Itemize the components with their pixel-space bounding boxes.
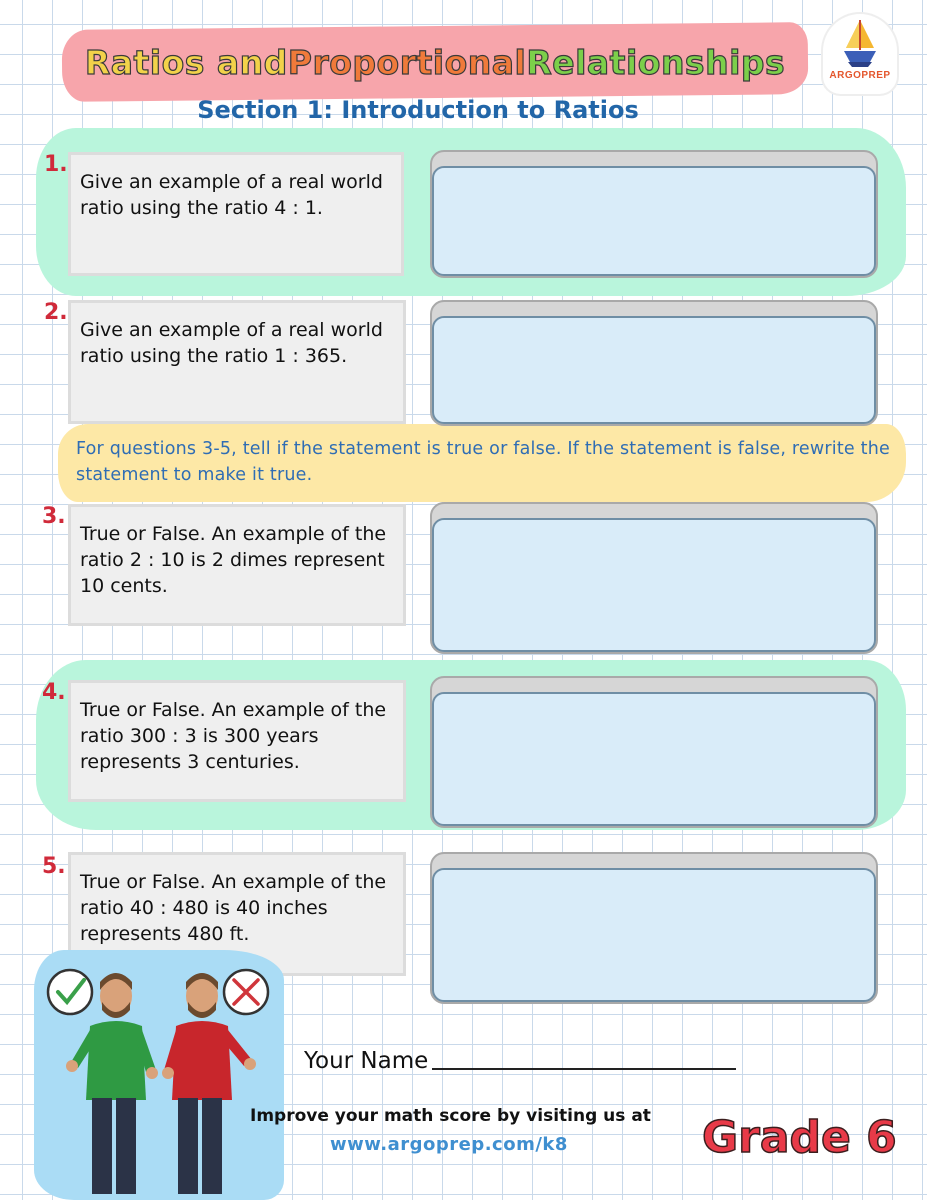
question-number-3: 3. [42,504,66,529]
argoprep-logo[interactable] [822,14,898,98]
cross-icon [224,970,268,1014]
answer-field-4[interactable] [432,692,876,826]
question-number-1: 1. [44,152,68,177]
answer-box-3[interactable] [430,502,878,654]
answer-box-4[interactable] [430,676,878,828]
promo-link[interactable]: www.argoprep.com/k8 [330,1134,568,1155]
question-card-1 [68,152,404,276]
title-part-2: Proportional [287,42,527,82]
question-card-3 [68,504,406,626]
question-card-2 [68,300,406,424]
title-part-3: Relationships [526,42,786,82]
answer-box-1[interactable] [430,150,878,278]
question-text-4: True or False. An example of the ratio 300 : 3 is 300 years represents 3 centuries. [80,699,387,773]
page-title [62,32,808,92]
answer-box-2[interactable] [430,300,878,426]
answer-field-1[interactable] [432,166,876,276]
instruction-text: For questions 3-5, tell if the statement is true or false. If the statement is false, rewrite the statement to make it true. [76,439,890,485]
answer-field-5[interactable] [432,868,876,1002]
title-part-1: Ratios and [84,42,288,82]
grade-label: Grade 6 [702,1112,897,1163]
answer-box-5[interactable] [430,852,878,1004]
name-label: Your Name [304,1048,429,1074]
answer-field-2[interactable] [432,316,876,424]
question-number-4: 4. [42,680,66,705]
argoprep-logo-icon [840,18,880,68]
question-number-2: 2. [44,300,68,325]
question-text-1: Give an example of a real world ratio using the ratio 4 : 1. [80,171,383,219]
checkmark-icon [48,970,92,1014]
question-number-5: 5. [42,854,66,879]
question-text-3: True or False. An example of the ratio 2 : 10 is 2 dimes represent 10 cents. [80,523,387,597]
name-field[interactable] [304,1048,736,1074]
twins-illustration [30,960,290,1200]
logo-text: ARGOPREP [829,70,891,81]
question-text-2: Give an example of a real world ratio using the ratio 1 : 365. [80,319,383,367]
name-line[interactable] [432,1068,736,1070]
question-text-5: True or False. An example of the ratio 40 : 480 is 40 inches represents 480 ft. [80,871,387,945]
answer-field-3[interactable] [432,518,876,652]
promo-text: Improve your math score by visiting us at [250,1106,651,1126]
section-title: Section 1: Introduction to Ratios [197,96,639,124]
question-card-4 [68,680,406,802]
